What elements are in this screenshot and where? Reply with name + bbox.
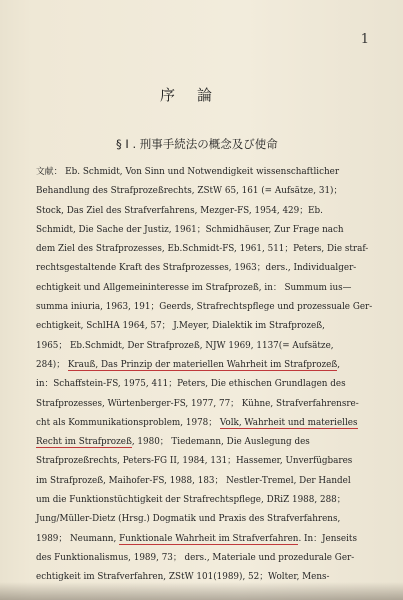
citation-text: Strafprozeßrechts, Peters-FG II, 1984, 131；Hassemer, Unverfügbares [36, 456, 353, 467]
citation-text: 1965； Eb.Schmidt, Der Strafprozeß, NJW 1969, 1137(= Aufsätze, [36, 340, 334, 351]
bibliography-line [36, 395, 366, 414]
citation-text: dem Ziel des Strafprozesses, Eb.Schmidt-FS, 1961, 511；Peters, Die straf- [36, 244, 369, 255]
bibliography-line [36, 221, 366, 240]
underlined-citation: Krauß, Das Prinzip der materiellen Wahrheit im Strafprozeß [67, 359, 338, 370]
citation-text: im Strafprozeß, Maihofer-FS, 1988, 183； Nestler-Tremel, Der Handel [36, 475, 351, 486]
bibliography-line [36, 182, 366, 201]
bibliography-line [36, 240, 369, 259]
citation-text: Behandlung des Strafprozeßrechts, ZStW 65, 161 (= Aufsätze, 31)； [36, 186, 343, 197]
bibliography-line [36, 375, 366, 394]
bibliography-line [36, 317, 366, 336]
bibliography-line [36, 163, 366, 182]
bibliography-block [36, 163, 373, 588]
bibliography-line [36, 298, 373, 317]
citation-text: , [337, 359, 341, 370]
citation-text: in：Schaffstein-FS, 1975, 411；Peters, Die ethischen Grundlagen des [36, 379, 346, 390]
page-number: 1 [360, 32, 369, 47]
citation-text: summa iniuria, 1963, 191；Geerds, Strafrechtspflege und prozessuale Ger- [36, 302, 373, 313]
citation-text: Stock, Das Ziel des Strafverfahrens, Mezger-FS, 1954, 429；Eb. [36, 205, 323, 216]
citation-text: echtigkeit im Strafverfahren, ZStW 101(1989), 52；Wolter, Mens- [36, 572, 330, 583]
bibliography-line [36, 510, 366, 529]
citation-text: rechtsgestaltende Kraft des Strafprozesses, 1963；ders., Individualger- [36, 263, 357, 274]
citation-text: . In：Jenseits [298, 533, 357, 544]
citation-text: 1989； Neumann, [36, 533, 120, 544]
citation-text: cht als Kommunikationsproblem, 1978； [36, 417, 220, 428]
citation-text: um die Funktionstüchtigkeit der Strafrechtspflege, DRiZ 1988, 288； [36, 495, 346, 506]
bibliography-line [36, 452, 366, 471]
bibliography-line [36, 202, 366, 221]
underlined-citation: Volk, Wahrheit und materielles [219, 417, 358, 428]
bibliography-line [36, 279, 366, 298]
citation-text: Schmidt, Die Sache der Justiz, 1961；Schmidhäuser, Zur Frage nach [36, 224, 344, 235]
bibliography-line [36, 530, 366, 549]
chapter-title: 序論 [160, 86, 235, 104]
page-edge-shadow [0, 582, 403, 600]
citation-text: 文献： Eb. Schmidt, Von Sinn und Notwendigkeit wissenschaftlicher [36, 167, 340, 177]
section-heading: § I . 刑事手続法の概念及び使命 [116, 137, 278, 151]
bibliography-line [36, 259, 366, 278]
bibliography-line [36, 414, 366, 433]
underlined-citation: Funktionale Wahrheit im Strafverfahren [119, 533, 299, 544]
bibliography-line [36, 433, 366, 452]
underlined-citation: Recht im Strafprozeß [36, 437, 132, 448]
citation-text: 284)； [36, 359, 68, 370]
bibliography-line [36, 337, 366, 356]
bibliography-line [36, 491, 366, 510]
citation-text: des Funktionalismus, 1989, 73； ders., Materiale und prozedurale Ger- [36, 552, 355, 563]
citation-text: Strafprozesses, Würtenberger-FS, 1977, 77； Kühne, Strafverfahrensre- [36, 398, 359, 409]
bibliography-line [36, 549, 366, 568]
citation-text: echtigkeit, SchlHA 1964, 57； J.Meyer, Dialektik im Strafprozeß, [36, 321, 325, 332]
bibliography-line [36, 356, 366, 375]
citation-text: , 1980； Tiedemann, Die Auslegung des [131, 437, 310, 448]
citation-text: echtigkeit und Allgemeininteresse im Strafprozeß, in： Summum ius— [36, 282, 352, 293]
bibliography-line [36, 472, 366, 491]
citation-text: Jung/Müller-Dietz (Hrsg.) Dogmatik und Praxis des Strafverfahrens, [36, 514, 341, 525]
